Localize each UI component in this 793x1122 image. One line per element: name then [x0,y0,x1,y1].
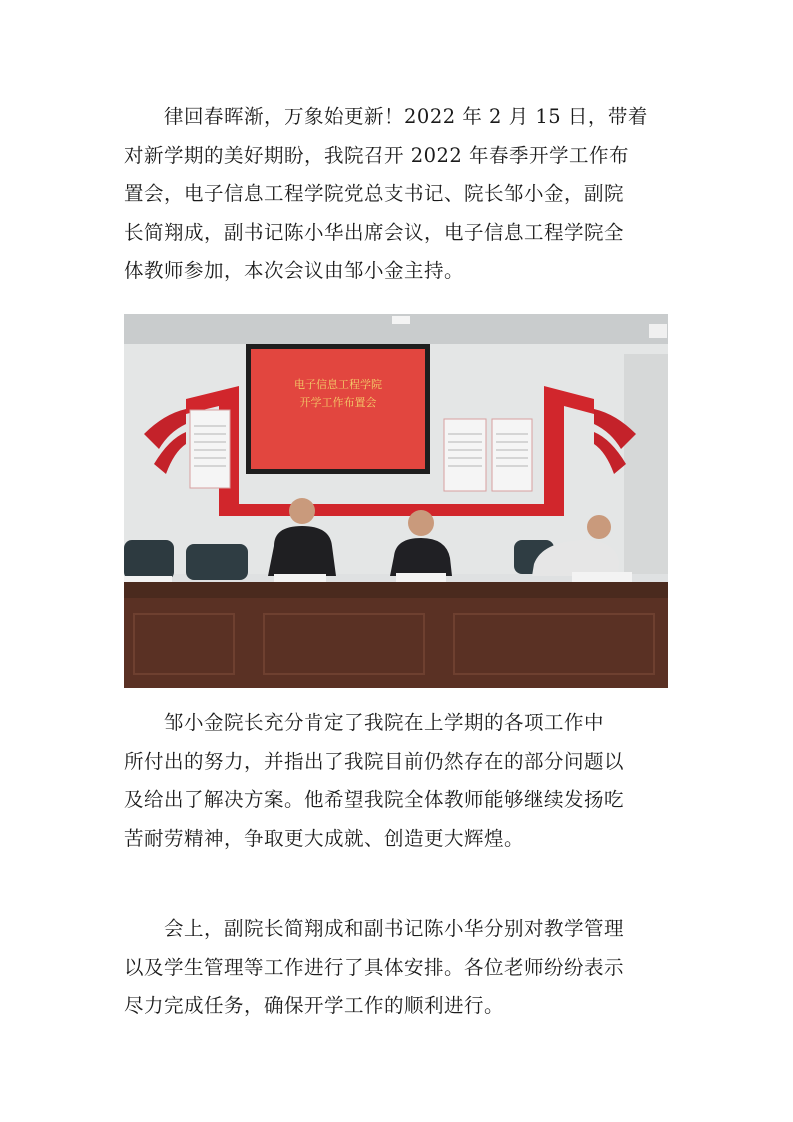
text-line: 律回春晖渐，万象始更新！2022 年 2 月 15 日，带着 [124,105,648,128]
text-line: 以及学生管理等工作进行了具体安排。各位老师纷纷表示 [124,955,625,979]
text-line: 对新学期的美好期盼，我院召开 2022 年春季开学工作布 [124,143,630,167]
screen-title-line1: 电子信息工程学院 [294,378,382,391]
text-line: 苦耐劳精神，争取更大成就、创造更大辉煌。 [124,826,525,850]
text-line: 所付出的努力，并指出了我院目前仍然存在的部分问题以 [124,749,625,773]
text-line: 及给出了解决方案。他希望我院全体教师能够继续发扬吃 [124,788,625,811]
text-line: 尽力完成任务，确保开学工作的顺利进行。 [124,994,505,1017]
text-line: 体教师参加，本次会议由邹小金主持。 [124,259,465,282]
paragraph-intro [124,98,672,291]
text-line: 长简翔成，副书记陈小华出席会议，电子信息工程学院全 [124,220,625,244]
text-line: 置会，电子信息工程学院党总支书记、院长邹小金，副院 [124,182,625,205]
paragraph-dean-remarks [124,704,672,858]
paragraph-arrangements [124,910,672,1026]
screen-title-line2: 开学工作布置会 [299,396,377,409]
text-line: 会上，副院长简翔成和副书记陈小华分别对教学管理 [124,917,625,940]
text-line: 邹小金院长充分肯定了我院在上学期的各项工作中 [124,711,605,734]
meeting-photo [124,314,668,688]
